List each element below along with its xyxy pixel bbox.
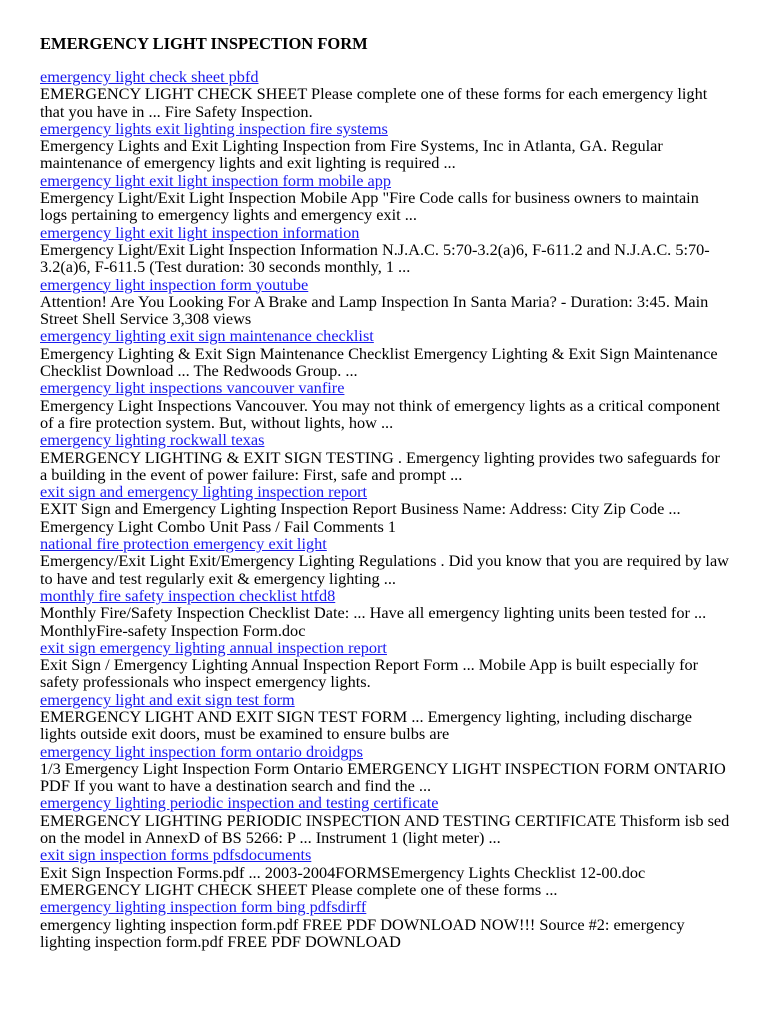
result-snippet: Emergency Lighting & Exit Sign Maintenance Checklist Emergency Lighting & Exit Sign Maintenance Checklist Download ... The Redwoods Group. ... (40, 343, 718, 381)
result-link[interactable]: monthly fire safety inspection checklist htfd8 (40, 585, 336, 605)
result-snippet: emergency lighting inspection form.pdf FREE PDF DOWNLOAD NOW!!! Source #2: emergency lighting inspection form.pdf FREE PDF DOWNLOAD (40, 914, 685, 951)
result-entry (40, 794, 730, 846)
result-snippet: EMERGENCY LIGHTING PERIODIC INSPECTION AND TESTING CERTIFICATE Thisform isb sed on the model in AnnexD of BS 5266: P ... Instrument 1 (light meter) ... (40, 810, 730, 848)
result-link[interactable]: national fire protection emergency exit light (40, 534, 327, 554)
result-entry (40, 898, 730, 950)
result-link[interactable]: emergency light and exit sign test form (40, 689, 295, 709)
result-snippet: EXIT Sign and Emergency Lighting Inspection Report Business Name: Address: City Zip Code ... Emergency Light Combo Unit Pass / Fail Comments 1 (40, 499, 681, 536)
result-entry (40, 639, 730, 691)
result-link[interactable]: emergency lighting exit sign maintenance checklist (40, 326, 374, 346)
result-snippet: EMERGENCY LIGHT AND EXIT SIGN TEST FORM ... Emergency lighting, including discharge lights outside exit doors, must be examined to ensure bulbs are (40, 706, 692, 744)
result-link[interactable]: emergency lighting inspection form bing pdfsdirff (40, 897, 367, 917)
result-link[interactable]: exit sign inspection forms pdfsdocuments (40, 845, 312, 865)
result-snippet: Emergency/Exit Light Exit/Emergency Lighting Regulations . Did you know that you are required by law to have and test regularly exit & emergency lighting ... (40, 551, 729, 588)
result-snippet: Attention! Are You Looking For A Brake and Lamp Inspection In Santa Maria? - Duration: 3:45. Main Street Shell Service 3,308 views (40, 291, 709, 329)
result-snippet: 1/3 Emergency Light Inspection Form Ontario EMERGENCY LIGHT INSPECTION FORM ONTARIO PDF If you want to have a destination search and find the ... (40, 758, 726, 796)
result-link[interactable]: emergency light inspection form youtube (40, 274, 309, 294)
result-link[interactable]: exit sign emergency lighting annual inspection report (40, 637, 387, 657)
result-link[interactable]: emergency lighting periodic inspection and testing certificate (40, 793, 439, 813)
result-link[interactable]: emergency light inspections vancouver vanfire (40, 378, 345, 398)
result-snippet: Exit Sign Inspection Forms.pdf ... 2003-2004FORMSEmergency Lights Checklist 12-00.doc EMERGENCY LIGHT CHECK SHEET Please complete one of these forms ... (40, 862, 646, 899)
result-entry (40, 68, 730, 120)
result-snippet: Emergency Lights and Exit Lighting Inspection from Fire Systems, Inc in Atlanta, GA. Regular maintenance of emergency lights and exit lighting is required ... (40, 136, 663, 173)
result-snippet: EMERGENCY LIGHT CHECK SHEET Please complete one of these forms for each emergency light that you have in ... Fire Safety Inspection. (40, 84, 708, 121)
result-snippet: Monthly Fire/Safety Inspection Checklist Date: ... Have all emergency lighting units been tested for ... MonthlyFire-safety Inspection Form.doc (40, 603, 707, 640)
result-entry (40, 379, 730, 431)
result-snippet: EMERGENCY LIGHTING & EXIT SIGN TESTING . Emergency lighting provides two safeguards for a building in the event of power failure: First, safe and prompt ... (40, 447, 720, 484)
result-link[interactable]: emergency light inspection form ontario droidgps (40, 741, 363, 761)
page-title: EMERGENCY LIGHT INSPECTION FORM (40, 34, 368, 53)
result-entry (40, 743, 730, 795)
result-entry (40, 172, 730, 224)
result-link[interactable]: emergency light check sheet pbfd (40, 67, 259, 86)
result-snippet: Emergency Light/Exit Light Inspection Mobile App "Fire Code calls for business owners to maintain logs pertaining to emergency lights and emergency exit ... (40, 188, 699, 225)
result-entry (40, 327, 730, 379)
result-entry (40, 120, 730, 172)
result-link[interactable]: emergency lighting rockwall texas (40, 430, 265, 450)
document-page (40, 34, 730, 950)
result-entry (40, 483, 730, 535)
result-entry (40, 224, 730, 276)
result-snippet: Emergency Light/Exit Light Inspection Information N.J.A.C. 5:70-3.2(a)6, F-611.2 and N.J.A.C. 5:70-3.2(a)6, F-611.5 (Test duration: 30 seconds monthly, 1 ... (40, 239, 710, 277)
result-link[interactable]: exit sign and emergency lighting inspection report (40, 482, 368, 502)
result-entry (40, 691, 730, 743)
result-link[interactable]: emergency light exit light inspection information (40, 222, 360, 242)
result-link[interactable]: emergency lights exit lighting inspection fire systems (40, 118, 388, 138)
result-entry (40, 846, 730, 898)
result-snippet: Exit Sign / Emergency Lighting Annual Inspection Report Form ... Mobile App is built especially for safety professionals who inspect emergency lights. (40, 655, 699, 692)
result-snippet: Emergency Light Inspections Vancouver. You may not think of emergency lights as a critical component of a fire protection system. But, without lights, how ... (40, 395, 721, 432)
result-link[interactable]: emergency light exit light inspection form mobile app (40, 170, 392, 190)
result-entry (40, 431, 730, 483)
result-entry (40, 587, 730, 639)
result-entry (40, 276, 730, 328)
result-entry (40, 535, 730, 587)
